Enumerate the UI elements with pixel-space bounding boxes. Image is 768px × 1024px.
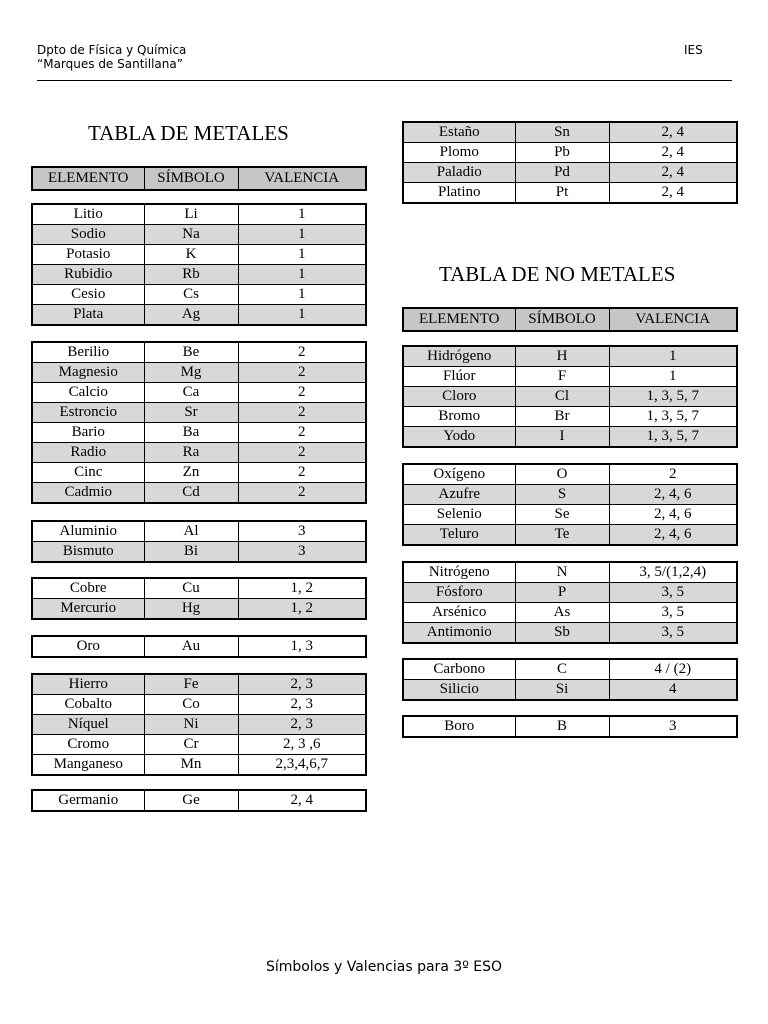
element-symbol: Be [144,342,238,363]
element-name: Oxígeno [403,464,515,485]
element-name: Litio [32,204,144,225]
element-symbol: P [515,583,609,603]
element-group-table [31,673,367,776]
element-name: Níquel [32,715,144,735]
element-valence: 2 [238,423,366,443]
element-valence: 1, 2 [238,578,366,599]
element-name: Rubidio [32,265,144,285]
table-row [403,680,737,701]
table-row [32,542,366,563]
element-name: Potasio [32,245,144,265]
element-valence: 2 [238,342,366,363]
table-row [403,387,737,407]
element-symbol: Sb [515,623,609,644]
element-name: Estaño [403,122,515,143]
element-name: Hierro [32,674,144,695]
element-name: Bario [32,423,144,443]
element-symbol: H [515,346,609,367]
element-group-table [31,341,367,504]
element-symbol: Cl [515,387,609,407]
element-valence: 2, 4 [609,183,737,204]
element-name: Bromo [403,407,515,427]
ies-label: IES [684,43,703,57]
table-row [32,342,366,363]
element-symbol: Ba [144,423,238,443]
element-name: Cadmio [32,483,144,504]
element-name: Germanio [32,790,144,811]
element-symbol: Pb [515,143,609,163]
element-name: Teluro [403,525,515,546]
element-symbol: I [515,427,609,448]
element-valence: 2, 4 [609,163,737,183]
element-valence: 3, 5/(1,2,4) [609,562,737,583]
element-valence: 1, 3, 5, 7 [609,407,737,427]
element-name: Radio [32,443,144,463]
element-valence: 2, 4, 6 [609,485,737,505]
element-valence: 3 [238,521,366,542]
header-elemento: ELEMENTO [32,167,144,190]
element-valence: 1, 3, 5, 7 [609,427,737,448]
element-name: Carbono [403,659,515,680]
element-valence: 2, 3 [238,715,366,735]
element-name: Boro [403,716,515,737]
element-symbol: Ni [144,715,238,735]
element-name: Manganeso [32,755,144,776]
element-name: Mercurio [32,599,144,620]
table-row [32,403,366,423]
metales-title: TABLA DE METALES [88,121,289,145]
element-valence: 1 [238,245,366,265]
table-row [32,636,366,657]
column-header-table [31,166,367,191]
school-label: “Marques de Santillana” [37,57,183,71]
footer-text: Símbolos y Valencias para 3º ESO [265,959,503,975]
table-row [403,143,737,163]
element-name: Cromo [32,735,144,755]
element-valence: 3, 5 [609,623,737,644]
element-group-table [402,121,738,204]
element-symbol: Fe [144,674,238,695]
element-valence: 1 [238,204,366,225]
element-name: Magnesio [32,363,144,383]
element-name: Cobre [32,578,144,599]
element-name: Antimonio [403,623,515,644]
element-name: Nitrógeno [403,562,515,583]
element-symbol: Pd [515,163,609,183]
element-symbol: Mn [144,755,238,776]
element-valence: 2, 4, 6 [609,525,737,546]
element-symbol: Zn [144,463,238,483]
element-name: Cinc [32,463,144,483]
element-symbol: Te [515,525,609,546]
element-symbol: N [515,562,609,583]
element-name: Paladio [403,163,515,183]
element-valence: 2 [238,483,366,504]
element-group-table [31,789,367,812]
table-row [403,346,737,367]
element-symbol: Cr [144,735,238,755]
element-symbol: Br [515,407,609,427]
element-name: Silicio [403,680,515,701]
element-valence: 2, 3 [238,674,366,695]
element-symbol: Co [144,695,238,715]
table-row [403,464,737,485]
element-valence: 2, 4, 6 [609,505,737,525]
table-row [32,383,366,403]
element-symbol: F [515,367,609,387]
element-valence: 2, 4 [609,122,737,143]
element-valence: 2 [238,383,366,403]
table-row [32,735,366,755]
element-name: Arsénico [403,603,515,623]
element-name: Sodio [32,225,144,245]
element-valence: 2 [609,464,737,485]
table-row [32,363,366,383]
element-valence: 3, 5 [609,603,737,623]
table-row [32,423,366,443]
element-valence: 1, 3 [238,636,366,657]
table-row [403,183,737,204]
element-name: Cesio [32,285,144,305]
header-rule [37,80,732,81]
element-symbol: Ca [144,383,238,403]
element-valence: 1, 2 [238,599,366,620]
table-row [403,427,737,448]
element-valence: 2, 3 [238,695,366,715]
table-row [32,599,366,620]
table-row [403,562,737,583]
table-row [32,305,366,326]
element-valence: 2 [238,443,366,463]
element-name: Cobalto [32,695,144,715]
element-symbol: Sr [144,403,238,423]
element-name: Hidrógeno [403,346,515,367]
column-header-table [402,307,738,332]
element-valence: 2, 3 ,6 [238,735,366,755]
element-valence: 1 [238,225,366,245]
element-symbol: Sn [515,122,609,143]
element-valence: 2 [238,463,366,483]
element-valence: 3 [238,542,366,563]
element-valence: 1, 3, 5, 7 [609,387,737,407]
table-row [403,367,737,387]
element-symbol: Ag [144,305,238,326]
table-row [403,623,737,644]
element-valence: 4 [609,680,737,701]
table-row [32,225,366,245]
header-elemento: ELEMENTO [403,308,515,331]
element-name: Plomo [403,143,515,163]
element-symbol: Se [515,505,609,525]
element-group-table [402,463,738,546]
element-valence: 4 / (2) [609,659,737,680]
element-group-table [402,561,738,644]
table-row [403,163,737,183]
element-symbol: Bi [144,542,238,563]
table-row [403,659,737,680]
element-valence: 2, 4 [609,143,737,163]
element-group-table [31,203,367,326]
table-row [403,583,737,603]
table-row [403,122,737,143]
header-simbolo: SÍMBOLO [515,308,609,331]
element-symbol: Cu [144,578,238,599]
element-name: Fósforo [403,583,515,603]
element-valence: 1 [238,285,366,305]
element-group-table [31,635,367,658]
element-symbol: Al [144,521,238,542]
element-name: Calcio [32,383,144,403]
table-row [403,505,737,525]
header-valencia: VALENCIA [609,308,737,331]
element-name: Cloro [403,387,515,407]
element-valence: 3 [609,716,737,737]
element-symbol: Au [144,636,238,657]
element-group-table [402,715,738,738]
element-valence: 2, 4 [238,790,366,811]
element-name: Yodo [403,427,515,448]
element-symbol: K [144,245,238,265]
element-name: Bismuto [32,542,144,563]
element-symbol: Ge [144,790,238,811]
table-row [403,603,737,623]
element-name: Estroncio [32,403,144,423]
element-symbol: As [515,603,609,623]
table-row [32,285,366,305]
table-row [32,755,366,776]
table-row [32,790,366,811]
table-row [403,525,737,546]
table-row [403,716,737,737]
element-valence: 1 [609,346,737,367]
table-row [32,521,366,542]
element-group-table [31,577,367,620]
table-row [32,204,366,225]
element-name: Oro [32,636,144,657]
element-valence: 1 [238,265,366,285]
element-symbol: Si [515,680,609,701]
department-label: Dpto de Física y Química [37,43,187,57]
element-symbol: Ra [144,443,238,463]
element-symbol: B [515,716,609,737]
table-row [32,674,366,695]
header-simbolo: SÍMBOLO [144,167,238,190]
table-row [403,485,737,505]
element-symbol: Cs [144,285,238,305]
table-row [32,715,366,735]
element-name: Selenio [403,505,515,525]
element-valence: 2 [238,403,366,423]
element-group-table [31,520,367,563]
element-valence: 1 [238,305,366,326]
element-name: Berilio [32,342,144,363]
element-valence: 2,3,4,6,7 [238,755,366,776]
element-name: Plata [32,305,144,326]
element-symbol: Mg [144,363,238,383]
element-name: Aluminio [32,521,144,542]
table-row [32,463,366,483]
element-symbol: Na [144,225,238,245]
header-valencia: VALENCIA [238,167,366,190]
element-symbol: S [515,485,609,505]
element-group-table [402,345,738,448]
element-valence: 2 [238,363,366,383]
element-symbol: Pt [515,183,609,204]
table-row [32,578,366,599]
element-symbol: Rb [144,265,238,285]
element-symbol: C [515,659,609,680]
element-symbol: O [515,464,609,485]
element-valence: 1 [609,367,737,387]
table-row [32,483,366,504]
element-name: Platino [403,183,515,204]
table-row [32,265,366,285]
element-valence: 3, 5 [609,583,737,603]
no-metales-title: TABLA DE NO METALES [439,262,676,286]
table-row [32,695,366,715]
table-row [403,407,737,427]
table-row [32,245,366,265]
table-row [32,443,366,463]
element-symbol: Hg [144,599,238,620]
element-name: Azufre [403,485,515,505]
element-name: Flúor [403,367,515,387]
element-group-table [402,658,738,701]
element-symbol: Li [144,204,238,225]
element-symbol: Cd [144,483,238,504]
